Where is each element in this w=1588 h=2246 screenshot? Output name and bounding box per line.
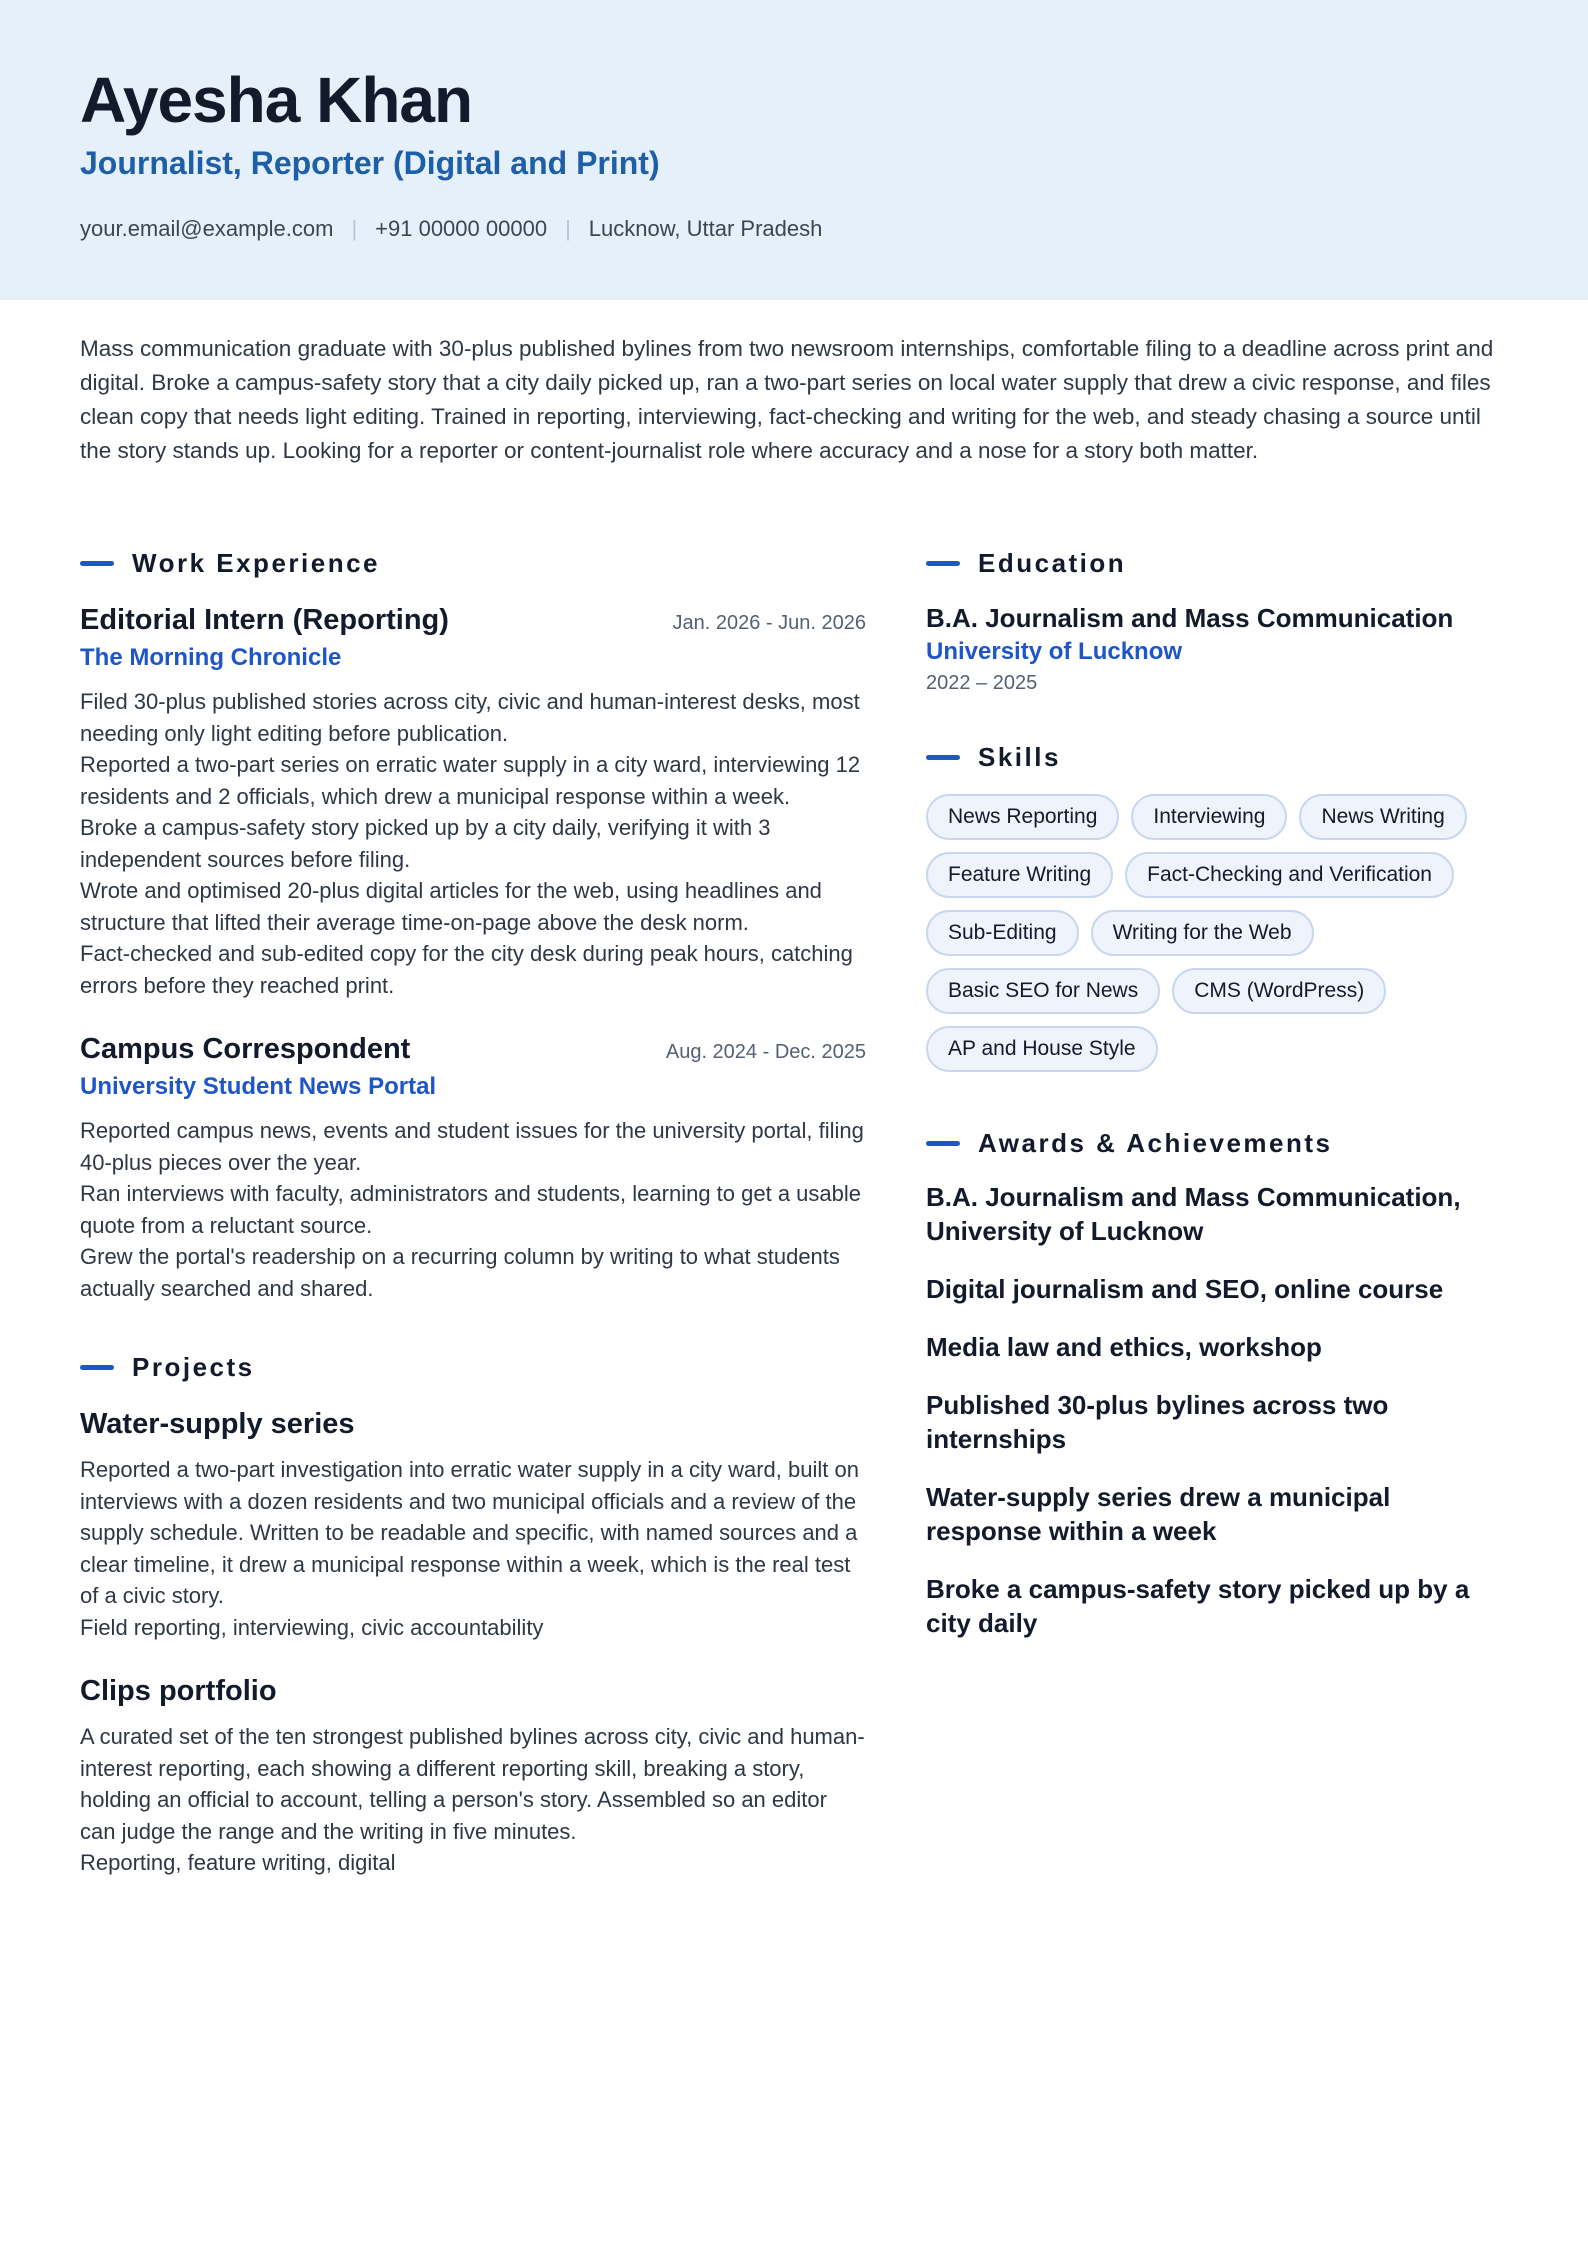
contact-email[interactable]: your.email@example.com [80, 216, 334, 241]
project-entry [80, 1671, 866, 1879]
award-item: Water-supply series drew a municipal response within a week [926, 1482, 1391, 1546]
education-entry [926, 600, 1496, 698]
skill-chip: Fact-Checking and Verification [1125, 852, 1454, 898]
section-accent-bar [926, 1141, 960, 1146]
skill-chip: Basic SEO for News [926, 968, 1160, 1014]
education-school: University of Lucknow [926, 638, 1183, 665]
skill-chip: Feature Writing [926, 852, 1113, 898]
skill-chip: News Reporting [926, 794, 1119, 840]
resume-header [0, 0, 1588, 300]
section-heading-label: Work Experience [132, 547, 381, 578]
contact-location: Lucknow, Uttar Pradesh [588, 216, 823, 241]
section-accent-bar [80, 1365, 114, 1370]
job-bullet: Ran interviews with faculty, administrators and students, learning to get a usable quote from a reluctant source. [80, 1181, 861, 1238]
section-heading-education [926, 540, 1496, 586]
skill-chip: Writing for the Web [1091, 910, 1314, 956]
section-accent-bar [926, 561, 960, 566]
job-entry [80, 1029, 866, 1304]
job-header [80, 600, 866, 640]
contact-line [80, 216, 1508, 242]
job-bullet: Wrote and optimised 20-plus digital articles for the web, using headlines and structure that lifted their average time-on-page above the desk norm. [80, 878, 822, 935]
left-column [80, 540, 866, 1879]
contact-separator: | [351, 216, 358, 241]
section-heading-awards [926, 1120, 1496, 1166]
job-bullets [80, 1115, 866, 1304]
section-heading-label: Skills [978, 741, 1061, 772]
section-heading-label: Education [978, 547, 1127, 578]
education-degree: B.A. Journalism and Mass Communication [926, 603, 1454, 633]
job-dates: Jan. 2026 - Jun. 2026 [672, 612, 866, 634]
summary-paragraph: Mass communication graduate with 30-plus published bylines from two newsroom internships, comfortable filing to a deadline across print and digital. Broke a campus-safety story that a city daily picked up, ran a two-part series on local water supply that drew a civic response, and files clean copy that needs light editing. Trained in reporting, interviewing, fact-checking and writing for the web, and steady chasing a source until the story stands up. Looking for a reporter or content-journalist role where accuracy and a nose for a story both matter. [80, 336, 1494, 463]
job-bullet: Grew the portal's readership on a recurring column by writing to what students actually searched and shared. [80, 1244, 840, 1301]
project-tags: Field reporting, interviewing, civic accountability [80, 1614, 544, 1640]
right-column [926, 540, 1496, 1879]
skills-list [926, 794, 1506, 1084]
section-heading-experience [80, 540, 866, 586]
job-bullets [80, 686, 866, 1001]
award-item: Media law and ethics, workshop [926, 1332, 1322, 1362]
project-title: Clips portfolio [80, 1675, 277, 1707]
award-item: Published 30-plus bylines across two internships [926, 1390, 1389, 1454]
job-title: Editorial Intern (Reporting) [80, 604, 449, 636]
project-description: A curated set of the ten strongest published bylines across city, civic and human-interest reporting, each showing a different reporting skill, breaking a story, holding an official to account, telling a person's story. Assembled so an editor can judge the range and the writing in five minutes. [80, 1724, 865, 1844]
job-bullet: Reported a two-part series on erratic water supply in a city ward, interviewing 12 residents and 2 officials, which drew a municipal response within a week. [80, 752, 861, 809]
contact-separator: | [565, 216, 571, 241]
candidate-name: Ayesha Khan [80, 64, 473, 136]
education-years: 2022 – 2025 [926, 672, 1038, 694]
skill-chip: News Writing [1299, 794, 1466, 840]
section-accent-bar [926, 755, 960, 760]
project-title: Water-supply series [80, 1408, 355, 1440]
award-item: Broke a campus-safety story picked up by a city daily [926, 1574, 1470, 1638]
resume-columns [80, 540, 1508, 1879]
award-item: B.A. Journalism and Mass Communication, University of Lucknow [926, 1182, 1461, 1246]
section-heading-label: Projects [132, 1351, 255, 1382]
section-accent-bar [80, 561, 114, 566]
job-bullet: Reported campus news, events and student issues for the university portal, filing 40-plus pieces over the year. [80, 1118, 864, 1175]
section-heading-projects [80, 1344, 866, 1390]
candidate-role: Journalist, Reporter (Digital and Print) [80, 145, 660, 181]
awards-list [926, 1180, 1496, 1640]
section-heading-label: Awards & Achievements [978, 1127, 1333, 1158]
skill-chip: AP and House Style [926, 1026, 1158, 1072]
job-bullet: Filed 30-plus published stories across city, civic and human-interest desks, most needing only light editing before publication. [80, 689, 860, 746]
job-dates: Aug. 2024 - Dec. 2025 [665, 1041, 866, 1063]
job-title: Campus Correspondent [80, 1033, 411, 1065]
job-header [80, 1029, 866, 1069]
job-entry [80, 600, 866, 1001]
contact-phone[interactable]: +91 00000 00000 [375, 216, 548, 241]
project-description: Reported a two-part investigation into erratic water supply in a city ward, built on interviews with a dozen residents and two municipal officials and a review of the supply schedule. Written to be readable and specific, with named sources and a clear timeline, it drew a municipal response within a week, which is the real test of a civic story. [80, 1457, 859, 1608]
project-tags: Reporting, feature writing, digital [80, 1850, 396, 1875]
skill-chip: Sub-Editing [926, 910, 1079, 956]
skill-chip: Interviewing [1131, 794, 1287, 840]
section-heading-skills [926, 734, 1496, 780]
job-organization: The Morning Chronicle [80, 644, 342, 671]
job-bullet: Fact-checked and sub-edited copy for the city desk during peak hours, catching errors before they reached print. [80, 941, 853, 998]
skill-chip: CMS (WordPress) [1172, 968, 1386, 1014]
job-bullet: Broke a campus-safety story picked up by a city daily, verifying it with 3 independent sources before filing. [80, 815, 771, 872]
award-item: Digital journalism and SEO, online course [926, 1274, 1444, 1304]
job-organization: University Student News Portal [80, 1073, 437, 1100]
project-entry [80, 1404, 866, 1643]
